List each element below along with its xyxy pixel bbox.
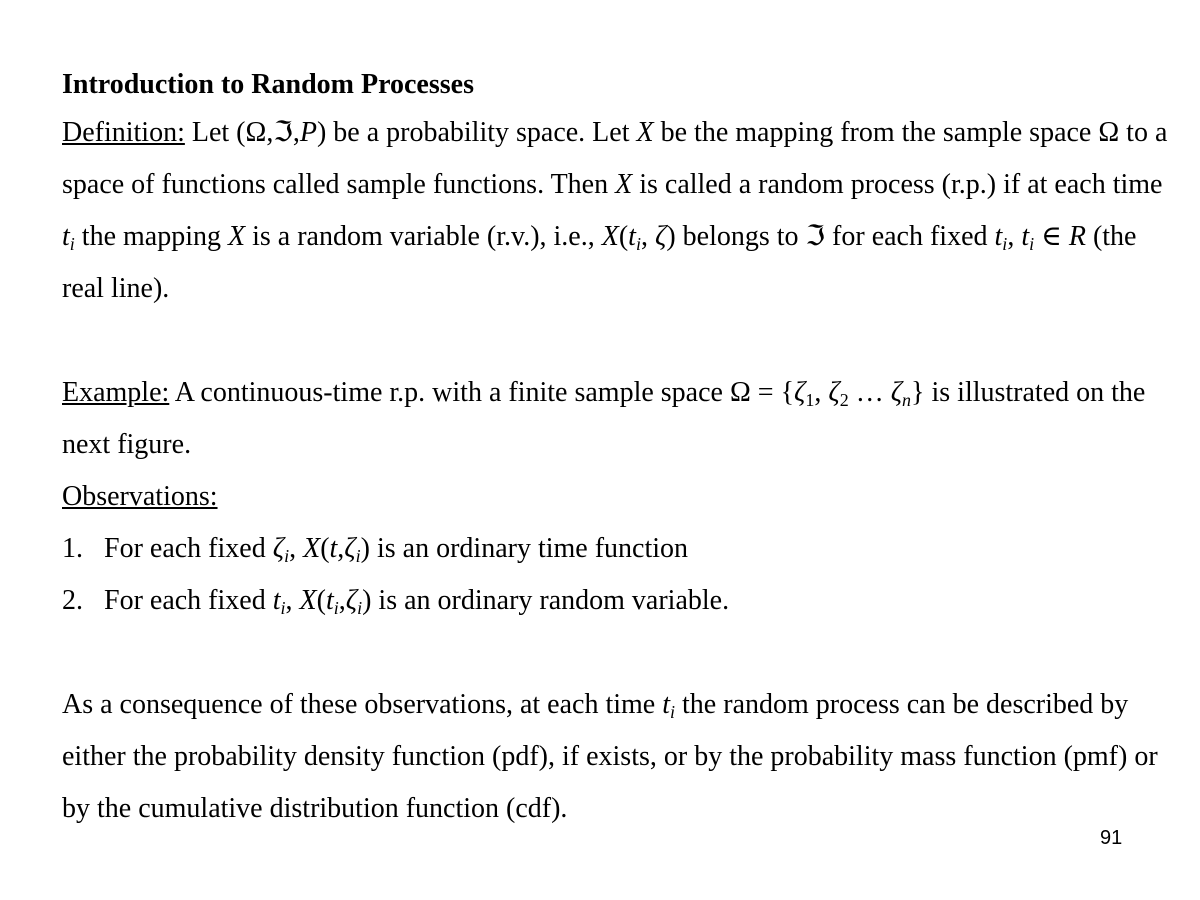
list-number: 2. (62, 585, 83, 616)
example-paragraph: Example: A continuous-time r.p. with a finite sample space $\Omega = \{\zeta_1$, $\zeta_2$ … $\zeta_n$} is illustrated on the next figure. (62, 377, 1146, 460)
list-item: 1. For each fixed $\zeta_i$, $X(t,\zeta_i)$ is an ordinary time function (62, 523, 1172, 575)
spacer (62, 627, 1172, 679)
definition-label: Definition: (62, 117, 185, 148)
page-number: 91 (1100, 827, 1123, 849)
list-item: 2. For each fixed $t_i$, $X(t_i,\zeta_i)$ is an ordinary random variable. (62, 575, 1172, 627)
definition-paragraph: Definition: Let (Ω,ℑ,P) be a probability space. Let X be the mapping from the sample space Ω to a space of functions called sample functions. Then X is called a random process (r.p.) if at each time $t_i$ the mapping X is a random variable (r.v.), i.e., $X(t_i$, ζ) belongs to ℑ for each fixed $t_i$, $t_i$ ∈ R (the real line). (62, 117, 1168, 304)
page-title: Introduction to Random Processes (62, 69, 474, 100)
observations-heading (62, 471, 1172, 523)
slide-body (62, 62, 1172, 835)
example-label: Example: (62, 377, 170, 408)
spacer (62, 315, 1172, 367)
conclusion-paragraph: As a consequence of these observations, at each time $t_i$ the random process can be described by either the probability density function (pdf), if exists, or by the probability mass function (pmf) or by the cumulative distribution function (cdf). (62, 689, 1158, 824)
observations-label: Observations: (62, 481, 218, 512)
list-number: 1. (62, 533, 83, 564)
